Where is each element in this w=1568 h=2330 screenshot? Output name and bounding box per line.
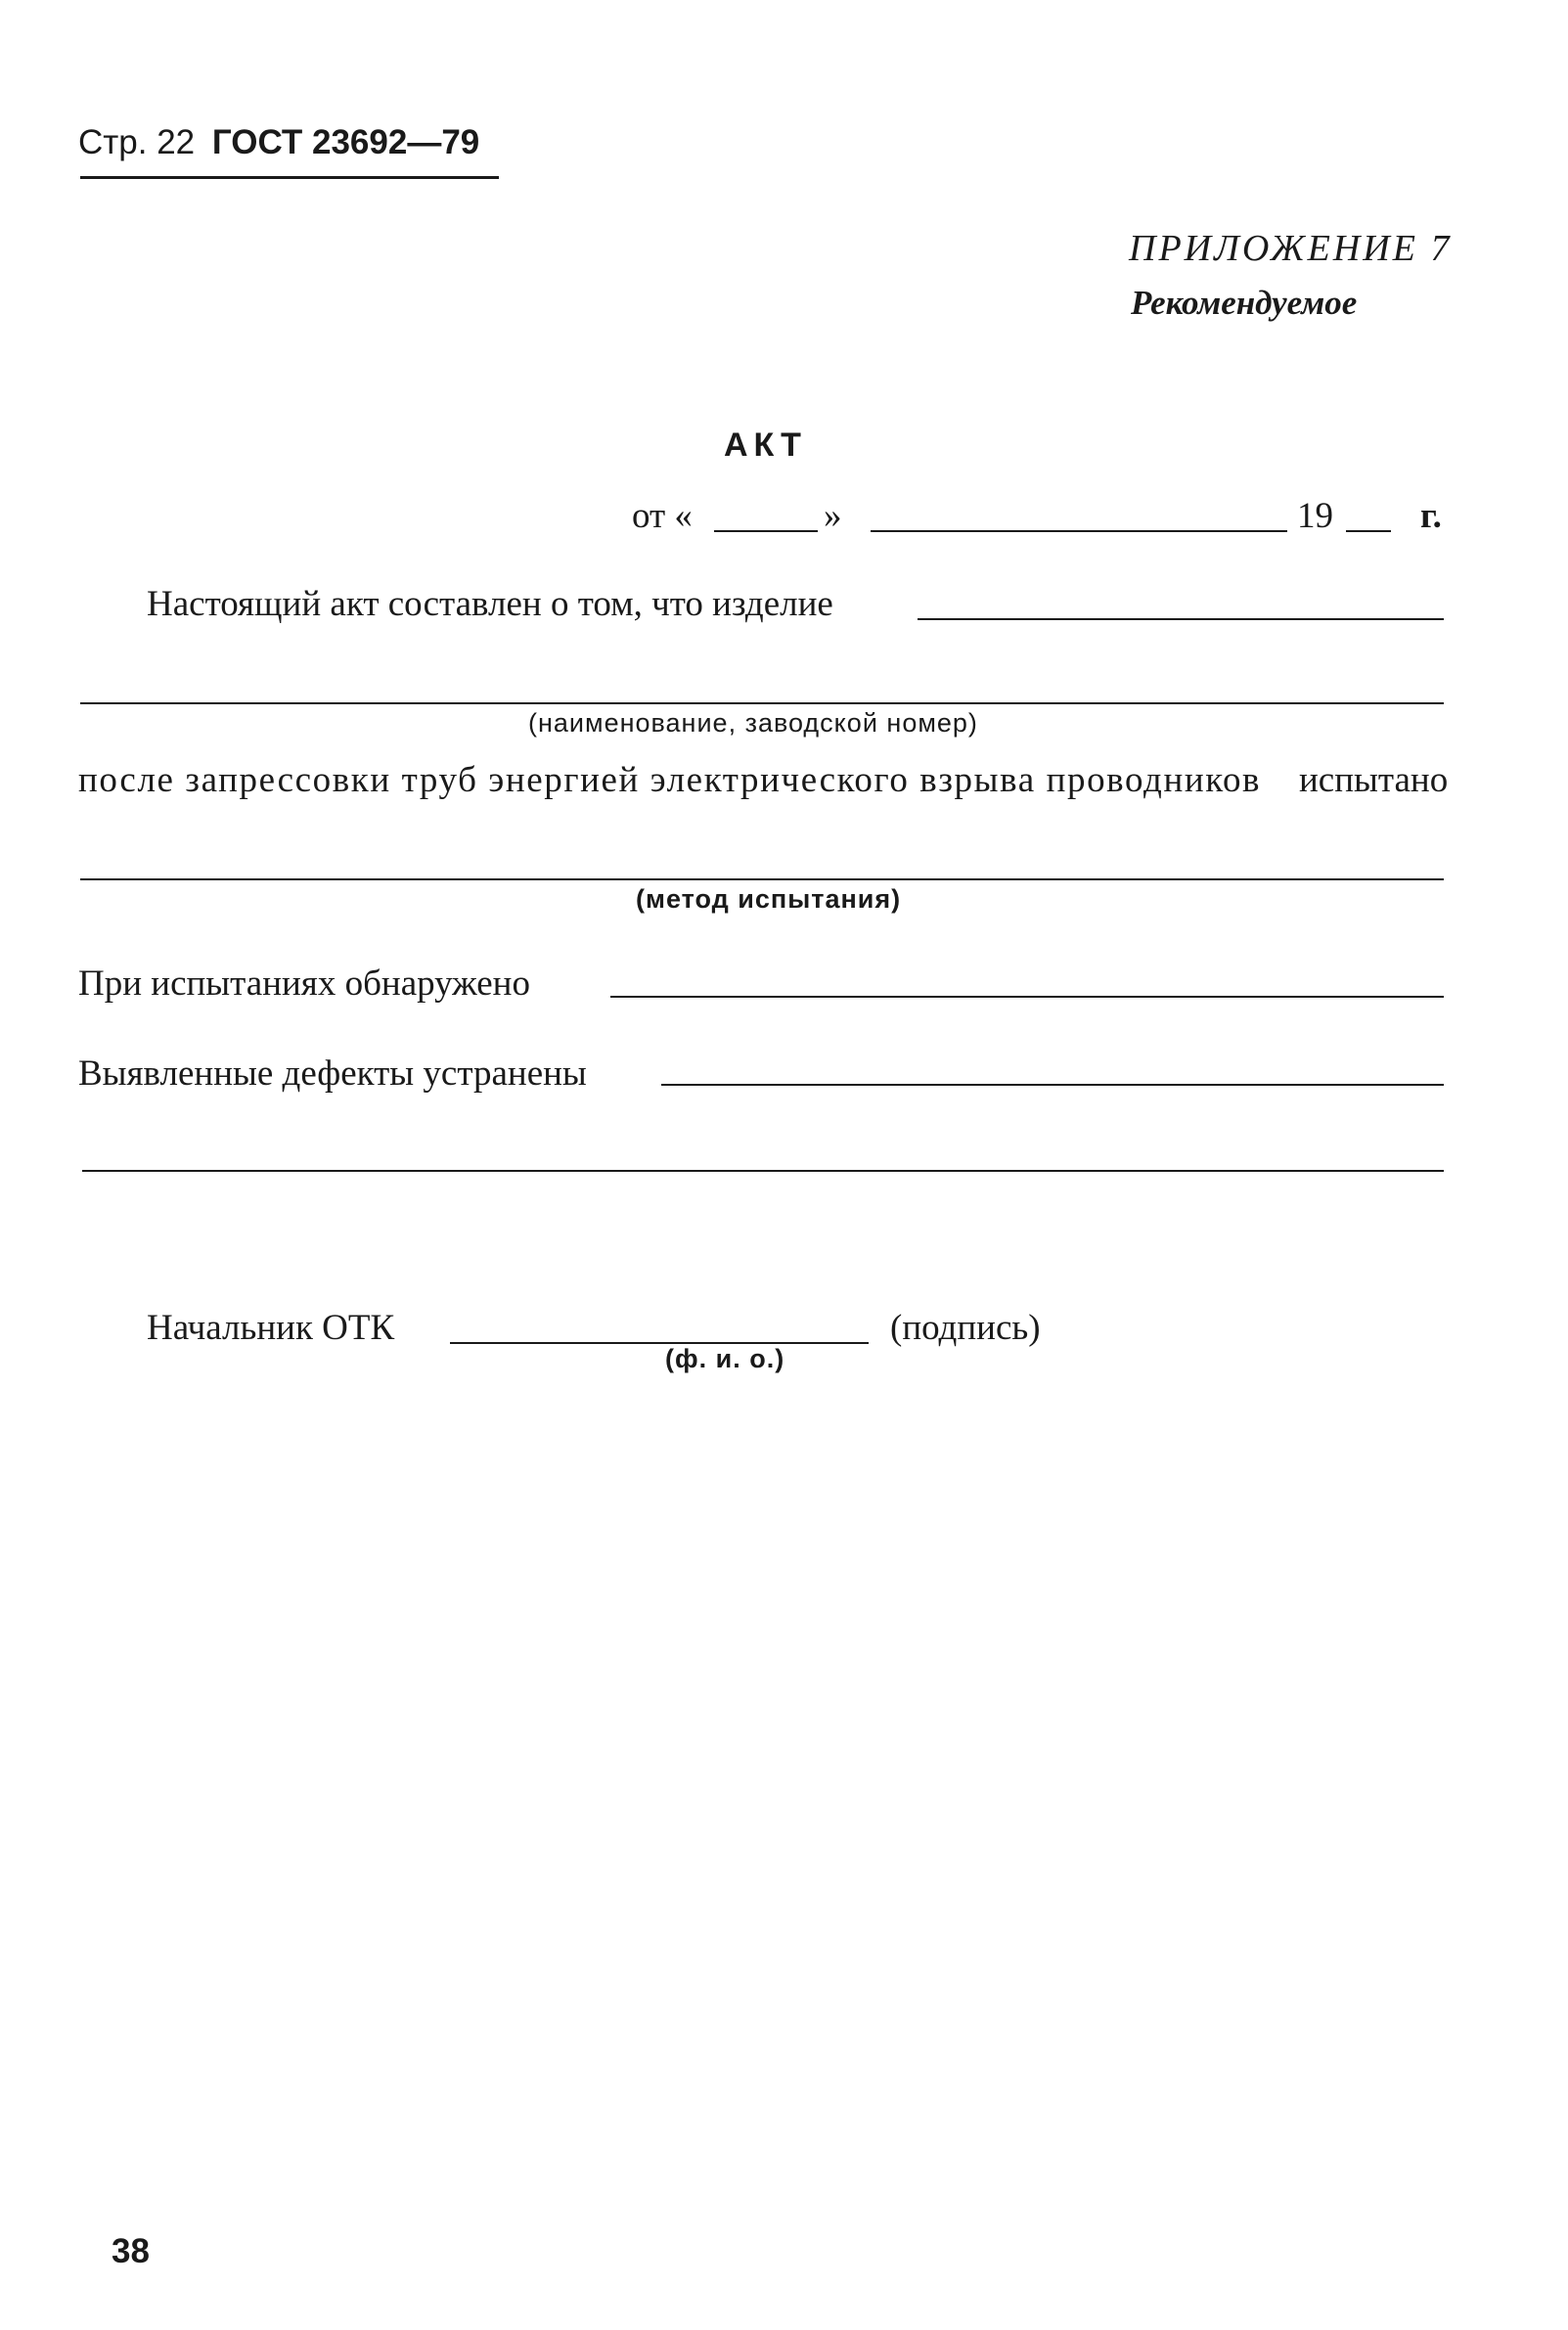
month-blank [871, 530, 1287, 532]
fio-blank [450, 1342, 869, 1344]
year-suffix: г. [1420, 496, 1442, 536]
intro-text: Настоящий акт составлен о том, что изделие [147, 584, 833, 624]
found-label: При испытаниях обнаружено [78, 963, 530, 1004]
test-method-line [80, 878, 1444, 880]
appendix-title: ПРИЛОЖЕНИЕ 7 [1129, 228, 1453, 269]
page-label: Стр. 22 [78, 123, 196, 161]
date-from-label: от « [632, 496, 693, 536]
day-blank [714, 530, 818, 532]
tested-word: испытано [1299, 760, 1449, 800]
test-method-caption: (метод испытания) [636, 884, 902, 914]
page-number: 38 [112, 2232, 150, 2270]
year-blank [1346, 530, 1391, 532]
date-quote-close: » [824, 496, 842, 536]
signature-label: (подпись) [890, 1308, 1041, 1348]
defects-blank [661, 1084, 1444, 1086]
after-pressing-text: после запрессовки труб энергией электрического взрыва проводников [78, 760, 1262, 800]
extra-line [82, 1170, 1444, 1172]
item-name-line [80, 702, 1444, 704]
item-name-caption: (наименование, заводской номер) [528, 708, 978, 738]
found-blank [610, 996, 1444, 998]
fio-caption: (ф. и. о.) [665, 1344, 785, 1373]
standard-number: ГОСТ 23692—79 [211, 123, 480, 161]
defects-label: Выявленные дефекты устранены [78, 1053, 587, 1094]
chief-label: Начальник ОТК [147, 1308, 395, 1348]
appendix-subtitle: Рекомендуемое [1131, 284, 1358, 322]
header-underline [80, 176, 499, 179]
year-prefix: 19 [1297, 496, 1333, 536]
page-header [78, 123, 479, 162]
item-blank [918, 618, 1444, 620]
act-title: АКТ [724, 426, 807, 464]
